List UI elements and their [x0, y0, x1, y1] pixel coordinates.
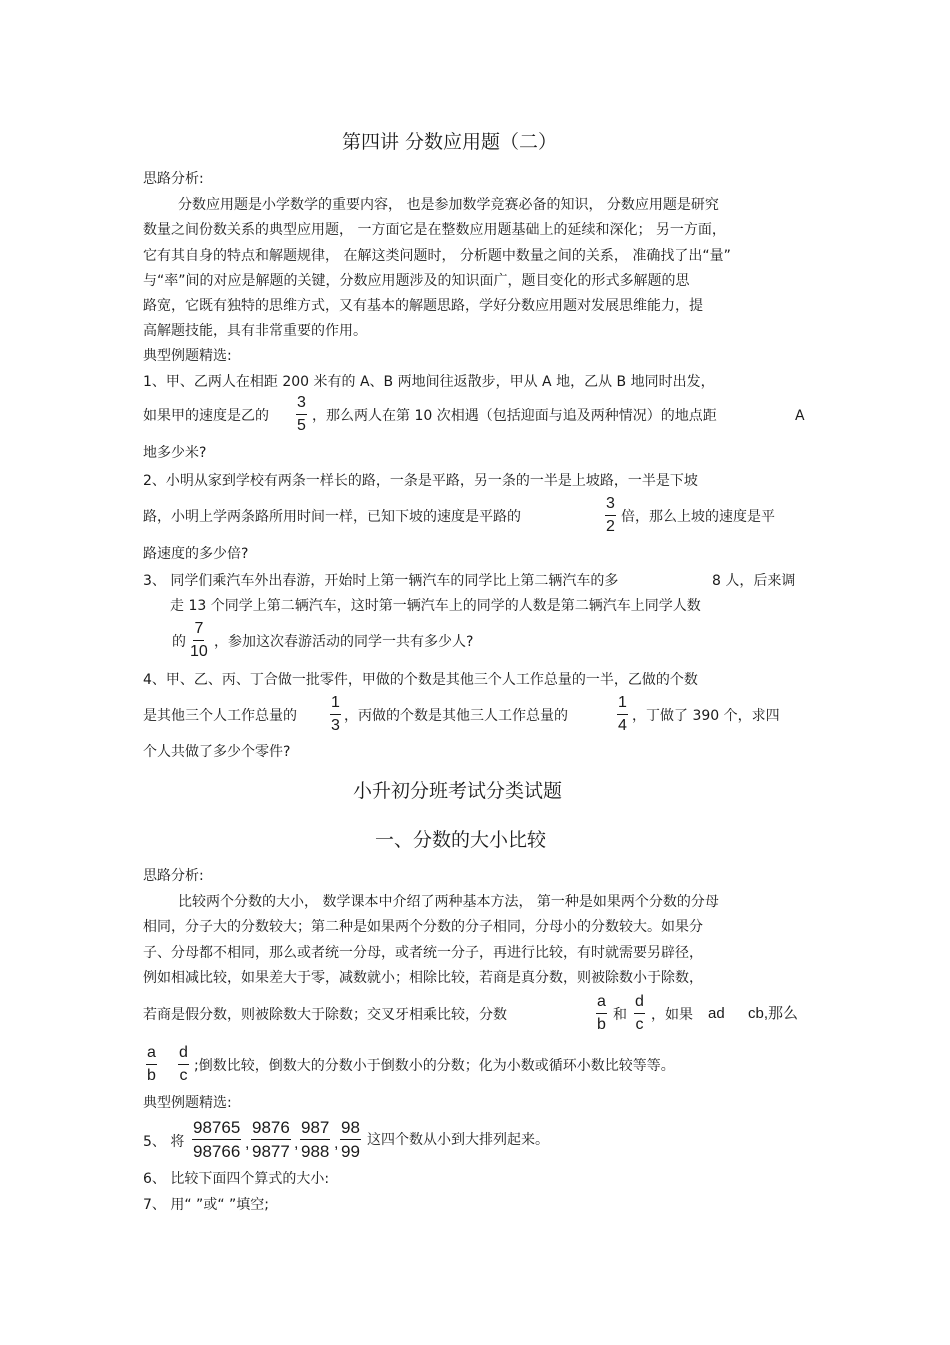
- fraction-98765-98766: [192, 1117, 241, 1162]
- fraction-denominator: 4: [618, 717, 627, 734]
- question-6: 6、 比较下面四个算式的大小:: [143, 1171, 330, 1187]
- question-1-line1: 1、甲、乙两人在相距 200 米有的 A、B 两地间往返散步，甲从 A 地，乙从 B 地同时出发，: [143, 374, 715, 390]
- fraction-numerator: 987: [300, 1117, 330, 1140]
- comma: ,: [334, 1135, 339, 1152]
- fraction-numerator: 9876: [251, 1117, 291, 1140]
- fraction-denominator: 99: [341, 1142, 360, 1161]
- fraction-denominator: 988: [301, 1142, 330, 1161]
- fraction-9876-9877: [251, 1117, 291, 1162]
- fraction-denominator: 98766: [193, 1142, 241, 1161]
- question-4-line2a: 是其他三个人工作总量的: [143, 708, 297, 724]
- fraction-987-988: [300, 1117, 330, 1162]
- paragraph-line6: ;倒数比较，倒数大的分数小于倒数小的分数；化为小数或循环小数比较等等。: [194, 1058, 675, 1074]
- comma: ,: [245, 1135, 250, 1152]
- fraction-denominator: c: [179, 1067, 188, 1084]
- fraction-numerator: d: [634, 992, 645, 1014]
- fraction-numerator: 7: [193, 619, 204, 641]
- paragraph-line: 与“率”间的对应是解题的关键，分数应用题涉及的知识面广，题目变化的形式多解题的思: [143, 273, 690, 289]
- expr-cb: cb,那么: [748, 1005, 799, 1022]
- question-2-line2a: 路，小明上学两条路所用时间一样，已知下坡的速度是平路的: [143, 509, 521, 525]
- fraction-denominator: 5: [297, 417, 306, 434]
- question-3-line1b: 8 人，后来调: [712, 573, 796, 589]
- fraction-numerator: 98: [340, 1117, 361, 1140]
- analysis-heading: 思路分析:: [143, 868, 204, 884]
- fraction-1-3: [330, 693, 341, 736]
- section-title: 小升初分班考试分类试题: [353, 780, 563, 802]
- fraction-denominator: 2: [606, 518, 615, 535]
- question-3-line2: 走 13 个同学上第二辆汽车，这时第一辆汽车上的同学的人数是第二辆汽车上同学人数: [170, 598, 701, 614]
- paragraph-line: 比较两个分数的大小， 数学课本中介绍了两种基本方法， 第一种是如果两个分数的分母: [178, 894, 719, 910]
- question-7: 7、 用“ ”或“ ”填空;: [143, 1197, 269, 1213]
- section-subtitle: 一、分数的大小比较: [375, 829, 547, 851]
- analysis-heading: 思路分析:: [143, 171, 204, 187]
- question-1-line2c: A: [795, 408, 805, 424]
- expr-ad: ad: [708, 1005, 725, 1022]
- fraction-denominator: 10: [190, 643, 208, 660]
- paragraph-line: 路宽，它既有独特的思维方式，又有基本的解题思路，学好分数应用题对发展思维能力，提: [143, 298, 703, 314]
- question-4-line1: 4、甲、乙、丙、丁合做一批零件，甲做的个数是其他三个人工作总量的一半，乙做的个数: [143, 672, 698, 688]
- paragraph-line: 例如相减比较，如果差大于零，减数就小；相除比较，若商是真分数，则被除数小于除数，: [143, 970, 703, 986]
- comma: ,: [294, 1135, 299, 1152]
- fraction-numerator: 3: [296, 393, 307, 415]
- question-3-line1a: 3、 同学们乘汽车外出春游，开始时上第一辆汽车的同学比上第二辆汽车的多: [143, 573, 619, 589]
- fraction-3-5: [296, 393, 307, 436]
- fraction-d-c: [634, 992, 645, 1035]
- fraction-numerator: 1: [617, 693, 628, 715]
- paragraph-line: 相同，分子大的分数较大；第二种是如果两个分数的分子相同，分母小的分数较大。如果分: [143, 919, 703, 935]
- fraction-numerator: a: [146, 1043, 157, 1065]
- fraction-a-b: [596, 992, 607, 1035]
- fraction-denominator: c: [635, 1016, 644, 1033]
- fraction-numerator: a: [596, 992, 607, 1014]
- fraction-denominator: b: [597, 1016, 606, 1033]
- examples-heading: 典型例题精选:: [143, 348, 232, 364]
- fraction-numerator: 98765: [192, 1117, 241, 1140]
- question-4-line2c: ，丁做了 390 个，求四: [632, 708, 780, 724]
- paragraph-line: 数量之间份数关系的典型应用题， 一方面它是在整数应用题基础上的延续和深化； 另一方面，: [143, 222, 726, 238]
- fraction-denominator: b: [147, 1067, 156, 1084]
- question-3-line3a: 的: [172, 634, 186, 650]
- paragraph-line: 子、分母都不相同，那么或者统一分母，或者统一分子，再进行比较，有时就需要另辟径，: [143, 945, 703, 961]
- question-5-label: 5、 将: [143, 1134, 185, 1150]
- fraction-numerator: 3: [605, 494, 616, 516]
- fraction-3-2: [605, 494, 616, 537]
- question-2-line3: 路速度的多少倍?: [143, 546, 249, 562]
- paragraph-line: 高解题技能，具有非常重要的作用。: [143, 323, 367, 339]
- fraction-a-b-2: [146, 1043, 157, 1086]
- examples-heading: 典型例题精选:: [143, 1095, 232, 1111]
- question-4-line2b: ，丙做的个数是其他三人工作总量的: [344, 708, 568, 724]
- question-4-line3: 个人共做了多少个零件?: [143, 744, 291, 760]
- fraction-denominator: 3: [331, 717, 340, 734]
- fraction-denominator: 9877: [252, 1142, 290, 1161]
- paragraph-line5a: 若商是假分数，则被除数大于除数；交叉牙相乘比较，分数: [143, 1007, 507, 1023]
- paragraph-line: 它有其自身的特点和解题规律， 在解这类问题时， 分析题中数量之间的关系， 准确找了出“量”: [143, 248, 731, 264]
- page-title: 第四讲 分数应用题（二）: [342, 131, 558, 153]
- question-1-line2b: ，那么两人在第 10 次相遇（包括迎面与追及两种情况）的地点距: [312, 408, 717, 424]
- question-2-line1: 2、小明从家到学校有两条一样长的路，一条是平路，另一条的一半是上坡路，一半是下坡: [143, 473, 698, 489]
- question-1-line3: 地多少米?: [143, 445, 207, 461]
- paragraph-line5b: ，如果: [651, 1007, 693, 1023]
- question-3-line3b: ，参加这次春游活动的同学一共有多少人?: [214, 634, 474, 650]
- conjunction-he: 和: [613, 1007, 627, 1023]
- question-5-tail: 这四个数从小到大排列起来。: [367, 1132, 549, 1148]
- fraction-numerator: d: [178, 1043, 189, 1065]
- question-1-line2a: 如果甲的速度是乙的: [143, 408, 269, 424]
- fraction-98-99: [340, 1117, 361, 1162]
- fraction-7-10: [190, 619, 208, 662]
- fraction-d-c-2: [178, 1043, 189, 1086]
- fraction-numerator: 1: [330, 693, 341, 715]
- paragraph-line: 分数应用题是小学数学的重要内容， 也是参加数学竞赛必备的知识， 分数应用题是研究: [178, 197, 719, 213]
- question-2-line2b: 倍，那么上坡的速度是平: [621, 509, 775, 525]
- fraction-1-4: [617, 693, 628, 736]
